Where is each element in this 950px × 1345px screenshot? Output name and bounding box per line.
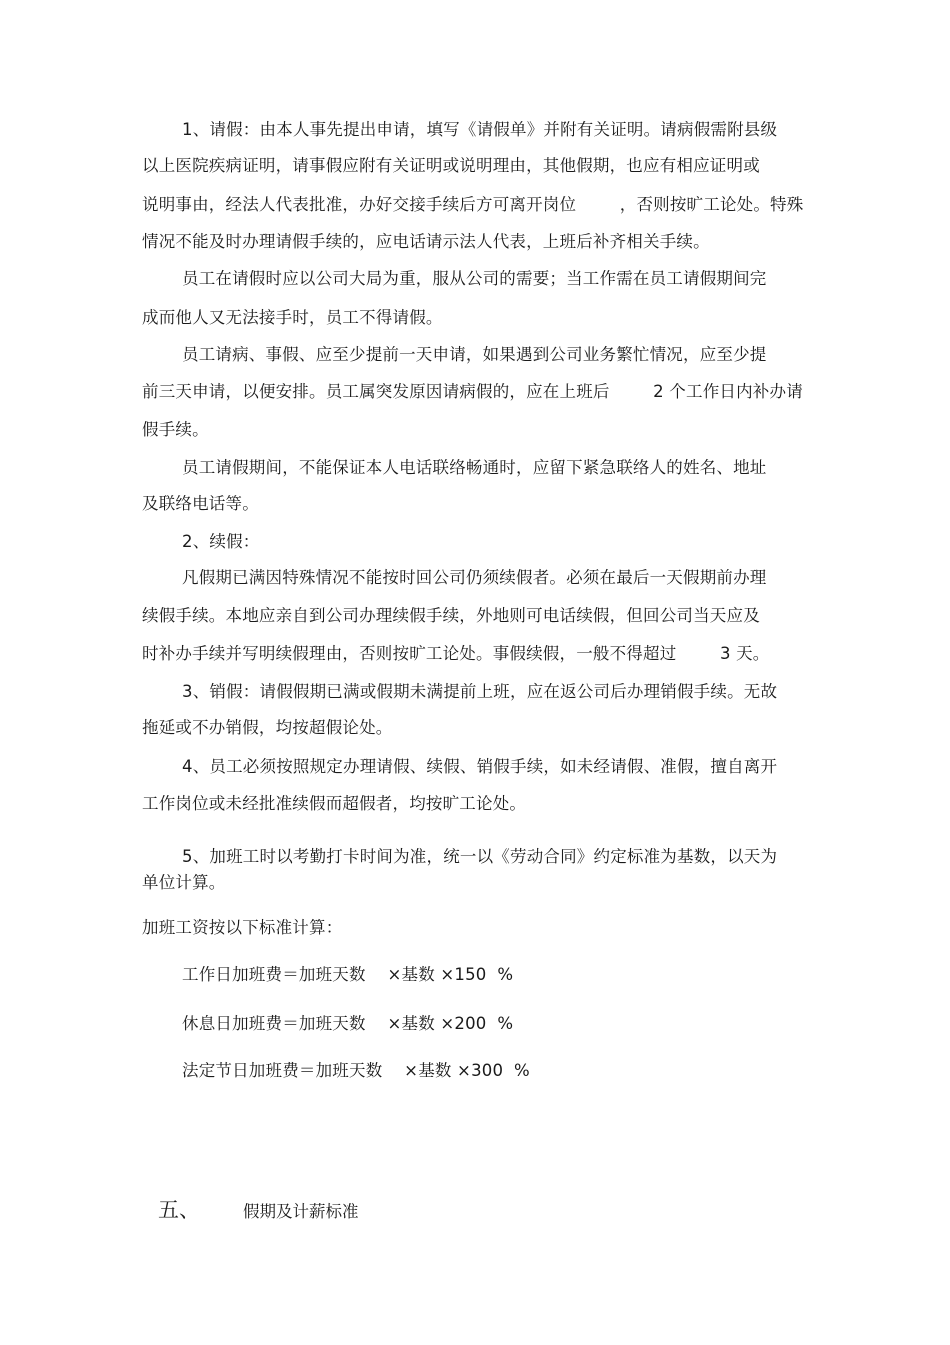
text-line: 以上医院疾病证明，请事假应附有关证明或说明理由，其他假期，也应有相应证明或 bbox=[142, 156, 760, 175]
text-line: 说明事由，经法人代表批准，办好交接手续后方可离开岗位 ，否则按旷工论处。特殊 bbox=[142, 195, 804, 214]
section-title: 假期及计薪标准 bbox=[243, 1202, 359, 1221]
section-number: 五、 bbox=[158, 1198, 200, 1222]
text-line: 拖延或不办销假，均按超假论处。 bbox=[142, 718, 393, 737]
text-line: 4、员工必须按照规定办理请假、续假、销假手续，如未经请假、准假，擅自离开 bbox=[182, 757, 778, 776]
text-line: 单位计算。 bbox=[142, 873, 226, 892]
text-line: 加班工资按以下标准计算： bbox=[142, 918, 343, 937]
text-line: 时补办手续并写明续假理由，否则按旷工论处。事假续假，一般不得超过 3 天。 bbox=[142, 644, 770, 663]
text-line: 情况不能及时办理请假手续的，应电话请示法人代表，上班后补齐相关手续。 bbox=[142, 232, 710, 251]
text-line: 员工请假期间，不能保证本人电话联络畅通时，应留下紧急联络人的姓名、地址 bbox=[182, 458, 767, 477]
text-line: 员工请病、事假、应至少提前一天申请，如果遇到公司业务繁忙情况，应至少提 bbox=[182, 345, 767, 364]
text-line: 工作岗位或未经批准续假而超假者，均按旷工论处。 bbox=[142, 794, 527, 813]
text-line: 员工在请假时应以公司大局为重，服从公司的需要；当工作需在员工请假期间完 bbox=[182, 269, 767, 288]
text-line: 前三天申请，以便安排。员工属突发原因请病假的，应在上班后 2 个工作日内补办请 bbox=[142, 382, 803, 401]
text-line: 及联络电话等。 bbox=[142, 494, 259, 513]
text-line: 2、续假： bbox=[182, 532, 260, 551]
formula-line: 工作日加班费＝加班天数 ×基数 ×150 % bbox=[182, 965, 514, 984]
formula-line: 休息日加班费＝加班天数 ×基数 ×200 % bbox=[182, 1014, 514, 1033]
text-line: 5、加班工时以考勤打卡时间为准，统一以《劳动合同》约定标准为基数，以天为 bbox=[182, 847, 778, 866]
formula-line: 法定节日加班费＝加班天数 ×基数 ×300 % bbox=[182, 1061, 530, 1080]
text-line: 凡假期已满因特殊情况不能按时回公司仍须续假者。必须在最后一天假期前办理 bbox=[182, 568, 767, 587]
text-line: 假手续。 bbox=[142, 420, 209, 439]
text-line: 成而他人又无法接手时，员工不得请假。 bbox=[142, 308, 443, 327]
text-line: 1、请假：由本人事先提出申请，填写《请假单》并附有关证明。请病假需附县级 bbox=[182, 120, 778, 139]
text-line: 续假手续。本地应亲自到公司办理续假手续，外地则可电话续假，但回公司当天应及 bbox=[142, 606, 760, 625]
text-line: 3、销假：请假假期已满或假期未满提前上班，应在返公司后办理销假手续。无故 bbox=[182, 682, 778, 701]
